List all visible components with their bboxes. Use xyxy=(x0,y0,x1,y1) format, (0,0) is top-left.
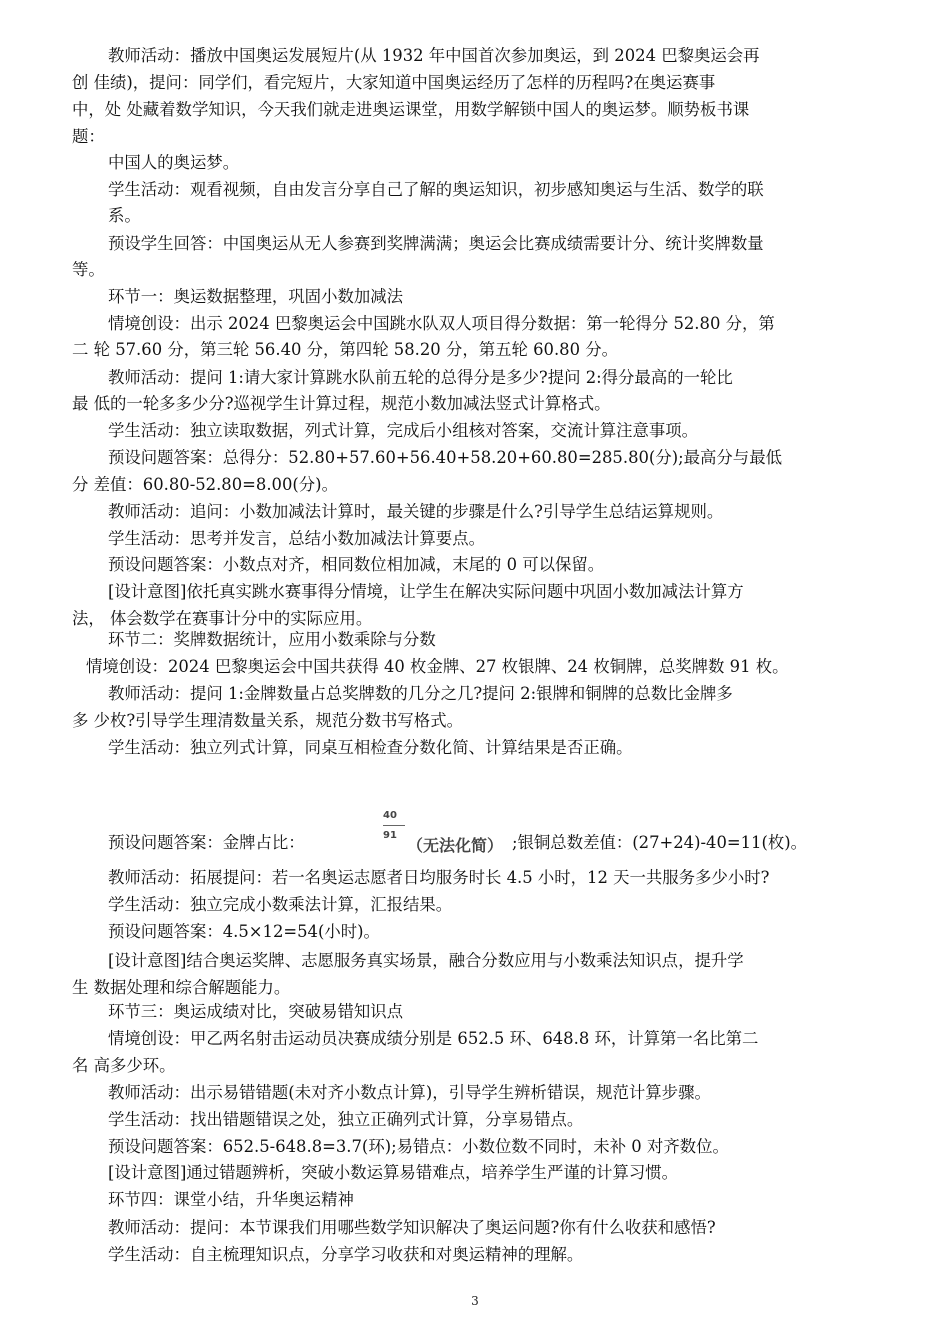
fraction-numerator: 40 xyxy=(383,810,405,826)
design-intent-line: [设计意图]通过错题辨析，突破小数运算易错难点，培养学生严谨的计算习惯。 xyxy=(108,1163,679,1182)
text-line: 预设问题答案：总得分：52.80+57.60+56.40+58.20+60.80=285.80(分);最高分与最低 xyxy=(108,448,782,467)
text-line: 学生活动：独立列式计算，同桌互相检查分数化简、计算结果是否正确。 xyxy=(108,738,633,757)
fraction-40-91 xyxy=(383,810,405,842)
text-line: 情境创设：出示 2024 巴黎奥运会中国跳水队双人项目得分数据：第一轮得分 52.80 分，第 xyxy=(108,314,775,333)
text-line: 预设学生回答：中国奥运从无人参赛到奖牌满满；奥运会比赛成绩需要计分、统计奖牌数量 xyxy=(108,234,764,253)
text-line: 学生活动：观看视频，自由发言分享自己了解的奥运知识，初步感知奥运与生活、数学的联 xyxy=(108,180,764,199)
section-heading: 环节四：课堂小结，升华奥运精神 xyxy=(108,1190,354,1209)
text-line: 预设问题答案：金牌占比： xyxy=(108,833,305,852)
text-line: 教师活动：出示易错错题(未对齐小数点计算)，引导学生辨析错误，规范计算步骤。 xyxy=(108,1083,711,1102)
text-line: 系。 xyxy=(108,206,141,225)
design-intent-line: [设计意图]依托真实跳水赛事得分情境，让学生在解决实际问题中巩固小数加减法计算方 xyxy=(108,582,744,601)
design-intent-line: [设计意图]结合奥运奖牌、志愿服务真实场景，融合分数应用与小数乘法知识点，提升学 xyxy=(108,951,744,970)
text-line: 等。 xyxy=(72,260,105,279)
text-line: 教师活动：追问：小数加减法计算时，最关键的步骤是什么?引导学生总结运算规则。 xyxy=(108,502,724,521)
fraction-denominator: 91 xyxy=(383,830,397,841)
text-line: 预设问题答案：652.5-648.8=3.7(环);易错点：小数位数不同时，未补 0 对齐数位。 xyxy=(108,1137,729,1156)
text-line: 中，处 处藏着数学知识，今天我们就走进奥运课堂，用数学解锁中国人的奥运梦。顺势板书课 xyxy=(72,100,750,119)
section-heading: 环节三：奥运成绩对比，突破易错知识点 xyxy=(108,1002,404,1021)
text-line: 分 差值：60.80-52.80=8.00(分)。 xyxy=(72,475,338,494)
text-line: 二 轮 57.60 分，第三轮 56.40 分，第四轮 58.20 分，第五轮 60.80 分。 xyxy=(72,340,619,359)
text-line: 中国人的奥运梦。 xyxy=(108,153,240,172)
text-line: 创 佳绩)，提问：同学们，看完短片，大家知道中国奥运经历了怎样的历程吗?在奥运赛事 xyxy=(72,73,716,92)
text-line: 情境创设：甲乙两名射击运动员决赛成绩分别是 652.5 环、648.8 环，计算第一名比第二 xyxy=(108,1029,759,1048)
text-line: 教师活动：拓展提问：若一名奥运志愿者日均服务时长 4.5 小时，12 天一共服务多少小时? xyxy=(108,868,770,887)
text-line: 多 少枚?引导学生理清数量关系，规范分数书写格式。 xyxy=(72,711,463,730)
text-line: 名 高多少环。 xyxy=(72,1056,176,1075)
text-line: 教师活动：提问：本节课我们用哪些数学知识解决了奥运问题?你有什么收获和感悟? xyxy=(108,1218,716,1237)
text-line: ;银铜总数差值：(27+24)-40=11(枚)。 xyxy=(512,833,808,852)
text-line: 预设问题答案：4.5×12=54(小时)。 xyxy=(108,922,380,941)
text-line: 学生活动：独立读取数据，列式计算，完成后小组核对答案，交流计算注意事项。 xyxy=(108,421,699,440)
text-line: 学生活动：自主梳理知识点，分享学习收获和对奥运精神的理解。 xyxy=(108,1245,584,1264)
text-line: 学生活动：找出错题错误之处，独立正确列式计算，分享易错点。 xyxy=(108,1110,584,1129)
text-line: 教师活动：提问 1:金牌数量占总奖牌数的几分之几?提问 2:银牌和铜牌的总数比金牌多 xyxy=(108,684,733,703)
text-line: 教师活动：提问 1:请大家计算跳水队前五轮的总得分是多少?提问 2:得分最高的一轮比 xyxy=(108,368,733,387)
section-heading: 环节一：奥运数据整理，巩固小数加减法 xyxy=(108,287,404,306)
text-line: 情境创设：2024 巴黎奥运会中国共获得 40 枚金牌、27 枚银牌、24 枚铜牌，总奖牌数 91 枚。 xyxy=(86,657,789,676)
text-line: 学生活动：独立完成小数乘法计算，汇报结果。 xyxy=(108,895,453,914)
text-line: 预设问题答案：小数点对齐，相同数位相加减，末尾的 0 可以保留。 xyxy=(108,555,605,574)
section-heading: 环节二：奖牌数据统计，应用小数乘除与分数 xyxy=(108,630,436,649)
page-number: 3 xyxy=(471,1294,479,1308)
fraction-note: （无法化简） xyxy=(407,836,504,855)
text-line: 最 低的一轮多多少分?巡视学生计算过程，规范小数加减法竖式计算格式。 xyxy=(72,394,611,413)
design-intent-line: 生 数据处理和综合解题能力。 xyxy=(72,978,291,997)
text-line: 学生活动：思考并发言，总结小数加减法计算要点。 xyxy=(108,529,485,548)
text-line: 题： xyxy=(72,127,105,146)
text-line: 教师活动：播放中国奥运发展短片(从 1932 年中国首次参加奥运，到 2024 巴黎奥运会再 xyxy=(108,46,760,65)
design-intent-line: 法， 体会数学在赛事计分中的实际应用。 xyxy=(72,609,373,628)
